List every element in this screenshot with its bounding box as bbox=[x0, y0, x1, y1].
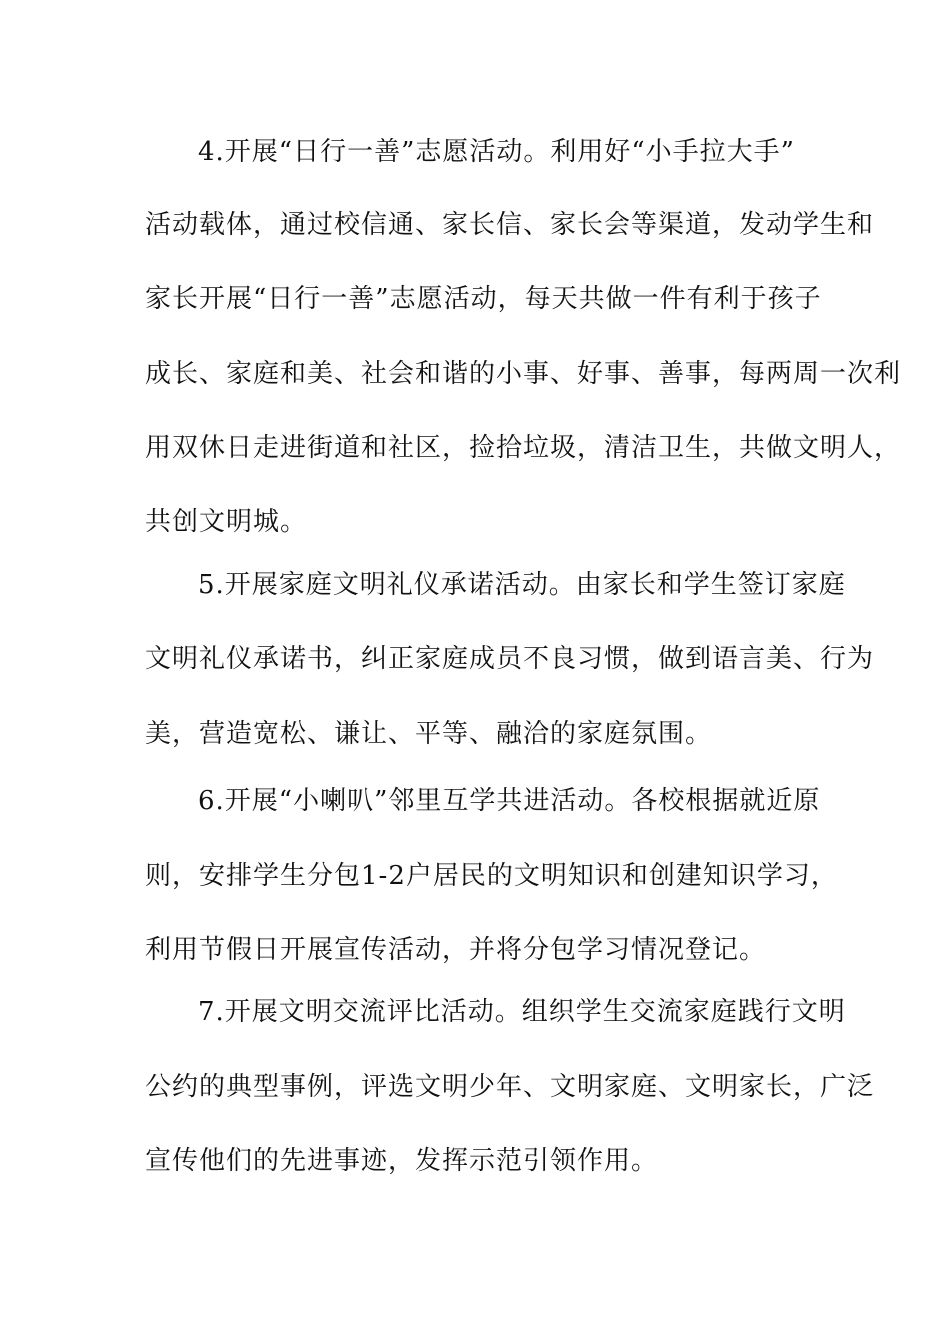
paragraph-5-line-1: 5.开展家庭文明礼仪承诺活动。由家长和学生签订家庭 bbox=[198, 570, 846, 600]
paragraph-5-line-2: 文明礼仪承诺书，纠正家庭成员不良习惯，做到语言美、行为 bbox=[145, 644, 875, 674]
paragraph-4-line-2: 活动载体，通过校信通、家长信、家长会等渠道，发动学生和 bbox=[145, 210, 875, 240]
paragraph-7-line-3: 宣传他们的先进事迹，发挥示范引领作用。 bbox=[145, 1146, 659, 1176]
paragraph-4-line-3: 家长开展“日行一善”志愿活动，每天共做一件有利于孩子 bbox=[145, 284, 822, 314]
paragraph-7-line-2: 公约的典型事例，评选文明少年、文明家庭、文明家长，广泛 bbox=[145, 1072, 875, 1102]
paragraph-4-line-4: 成长、家庭和美、社会和谐的小事、好事、善事，每两周一次利 bbox=[145, 359, 902, 389]
paragraph-6-line-3: 利用节假日开展宣传活动，并将分包学习情况登记。 bbox=[145, 935, 767, 965]
paragraph-4-line-5: 用双休日走进街道和社区，捡拾垃圾，清洁卫生，共做文明人， bbox=[145, 433, 902, 463]
paragraph-4-line-1: 4.开展“日行一善”志愿活动。利用好“小手拉大手” bbox=[198, 137, 795, 167]
paragraph-6-line-1: 6.开展“小喇叭”邻里互学共进活动。各校根据就近原 bbox=[198, 786, 821, 816]
paragraph-6-line-2: 则，安排学生分包1-2户居民的文明知识和创建知识学习， bbox=[145, 861, 838, 891]
paragraph-7-line-1: 7.开展文明交流评比活动。组织学生交流家庭践行文明 bbox=[198, 997, 846, 1027]
paragraph-4-line-6: 共创文明城。 bbox=[145, 507, 308, 537]
paragraph-5-line-3: 美，营造宽松、谦让、平等、融洽的家庭氛围。 bbox=[145, 719, 713, 749]
